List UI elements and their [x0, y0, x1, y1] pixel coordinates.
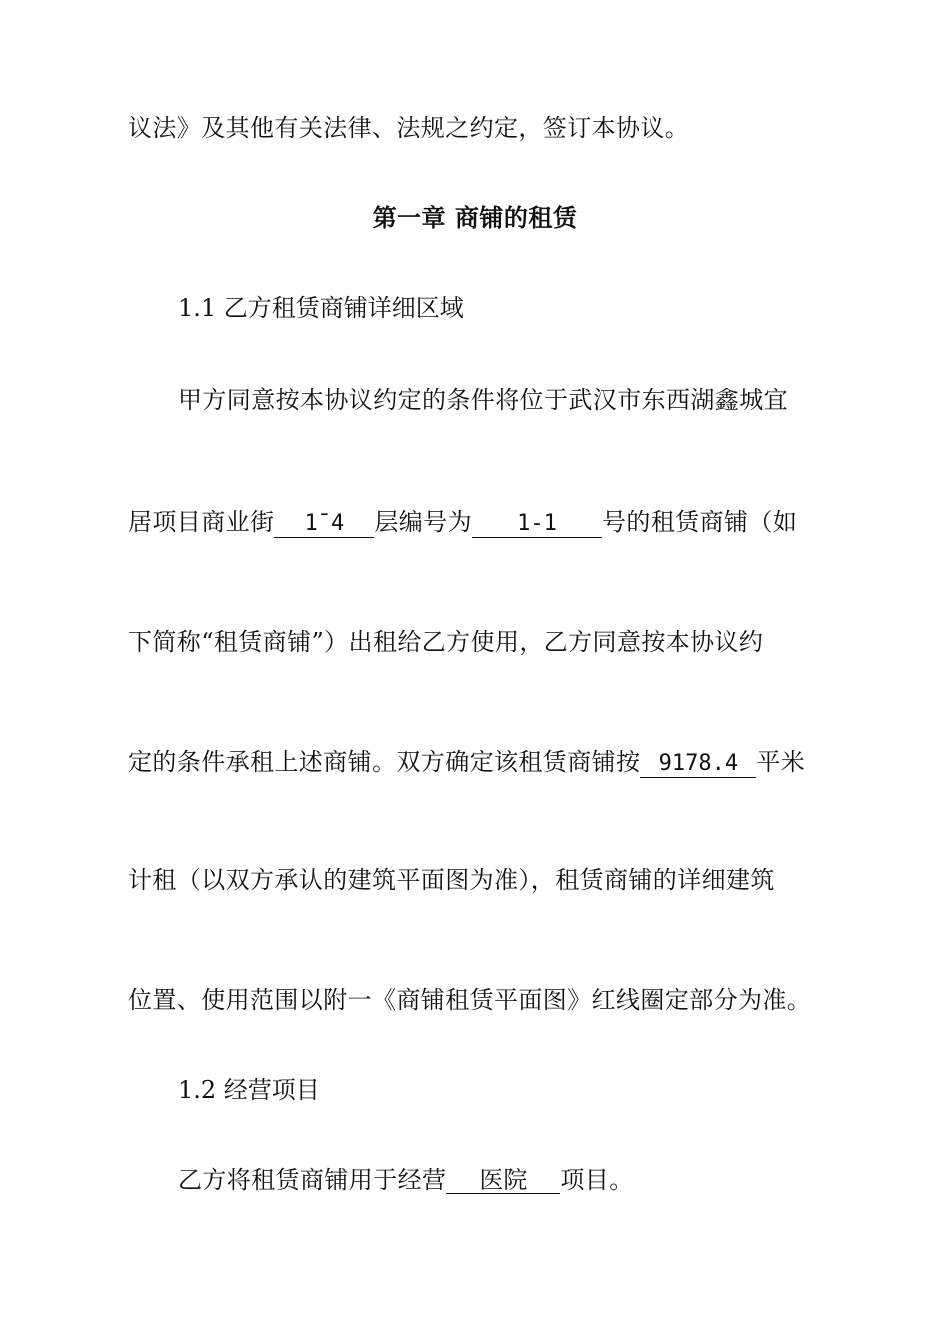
floor-blank: 1ˉ4	[274, 511, 374, 538]
chapter-title: 第一章 商铺的租赁	[372, 203, 578, 232]
section-heading-1-1: 1.1 乙方租赁商铺详细区域	[178, 294, 464, 322]
paragraph-line: 议法》及其他有关法律、法规之约定，签订本协议。	[128, 114, 690, 142]
paragraph-line: 位置、使用范围以附一《商铺租赁平面图》红线圈定部分为准。	[128, 986, 812, 1014]
paragraph-line	[128, 506, 838, 538]
text-segment: 乙方将租赁商铺用于经营	[178, 1166, 447, 1194]
paragraph-line: 下简称“租赁商铺”）出租给乙方使用，乙方同意按本协议约	[128, 628, 764, 656]
business-blank: 医院	[446, 1167, 560, 1194]
area-blank: 9178.4	[640, 751, 756, 778]
text-segment: 层编号为	[374, 508, 473, 536]
section-heading-1-2: 1.2 经营项目	[178, 1076, 320, 1104]
text-segment: 号的租赁商铺（如	[602, 508, 798, 536]
paragraph-line: 计租（以双方承认的建筑平面图为准），租赁商铺的详细建筑	[128, 866, 775, 894]
paragraph-line	[128, 746, 838, 778]
text-segment: 平米	[756, 748, 806, 776]
text-segment: 定的条件承租上述商铺。双方确定该租赁商铺按	[128, 748, 641, 776]
paragraph-line	[178, 1164, 838, 1196]
text-segment: 居项目商业街	[128, 508, 275, 536]
unit-number-blank: 1-1	[472, 511, 602, 538]
text-segment: 项目。	[560, 1166, 634, 1194]
paragraph-line: 甲方同意按本协议约定的条件将位于武汉市东西湖鑫城宜	[178, 386, 788, 414]
